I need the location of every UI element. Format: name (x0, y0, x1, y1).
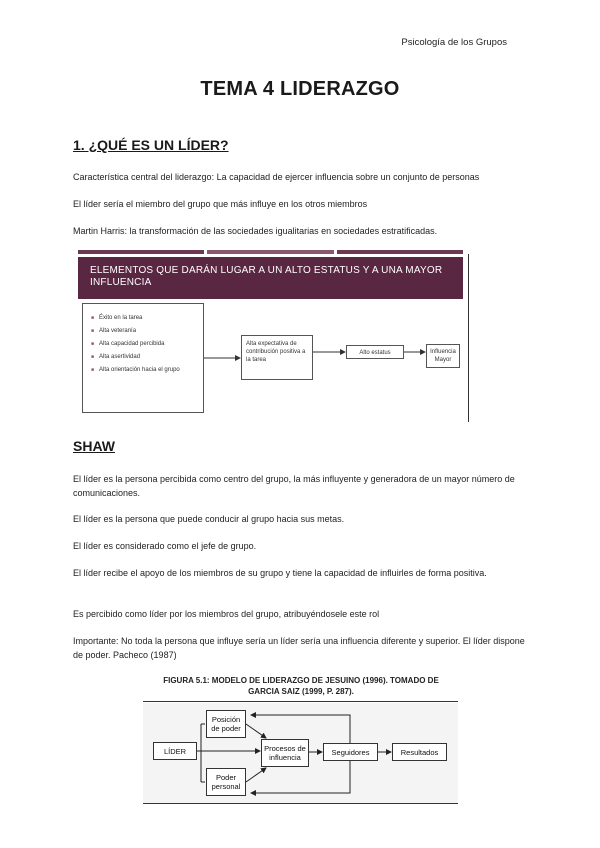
paragraph: El líder es considerado como el jefe de grupo. (73, 541, 257, 551)
course-header: Psicología de los Grupos (401, 37, 507, 48)
figure-title: FIGURA 5.1: MODELO DE LIDERAZGO DE JESUINO (1996). TOMADO DE GARCIA SAIZ (1999, P. 287). (163, 676, 439, 696)
factor-item: ■ Alta veteranía (91, 325, 203, 338)
section-heading-shaw: SHAW (73, 438, 115, 454)
expectation-box: Alta expectativa de contribución positiva a la tarea (241, 335, 313, 380)
diagram-arrows (70, 250, 475, 425)
feedback-arrow (251, 761, 350, 793)
status-influence-diagram (70, 250, 475, 425)
figure-arrows (143, 675, 458, 805)
factor-item: ■ Alta capacidad percibida (91, 338, 203, 351)
factor-item: ■ Alta orientación hacia el grupo (91, 364, 203, 377)
paragraph: El líder es la persona percibida como centro del grupo, la más influyente y generadora de un mayor número de comunicaciones. (73, 474, 515, 498)
section-heading-leader: 1. ¿QUÉ ES UN LÍDER? (73, 137, 229, 153)
personal-power-box: Poder personal (206, 768, 246, 796)
results-box: Resultados (392, 743, 447, 761)
factor-item: ■ Éxito en la tarea (91, 312, 203, 325)
leader-box: LÍDER (153, 742, 197, 760)
feedback-arrow (251, 715, 350, 743)
status-box: Alto estatus (346, 345, 404, 359)
paragraph: Importante: No toda la persona que influye sería un líder sería una influencia diferente y superior. El líder dispone de poder. Pacheco (1987) (73, 636, 525, 660)
influence-process-box: Procesos de influencia (261, 739, 309, 767)
followers-box: Seguidores (323, 743, 378, 761)
arrow (246, 768, 266, 782)
position-power-box: Posición de poder (206, 710, 246, 738)
page-title: TEMA 4 LIDERAZGO (200, 78, 400, 100)
paragraph: Martin Harris: la transformación de las sociedades igualitarias en sociedades estratificadas. (73, 226, 438, 236)
paragraph: El líder recibe el apoyo de los miembros de su grupo y tiene la capacidad de influirles de forma positiva. (73, 568, 487, 578)
banner-text: ELEMENTOS QUE DARÁN LUGAR A UN ALTO ESTATUS Y A UNA MAYOR INFLUENCIA (90, 265, 443, 288)
paragraph: Característica central del liderazgo: La capacidad de ejercer influencia sobre un conjunto de personas (73, 172, 480, 182)
arrow (246, 724, 266, 738)
jesuino-model-figure (143, 675, 458, 805)
paragraph: Es percibido como líder por los miembros del grupo, atribuyéndosele este rol (73, 609, 380, 619)
paragraph: El líder es la persona que puede conducir al grupo hacia sus metas. (73, 514, 345, 524)
factor-item: ■ Alta asertividad (91, 351, 203, 364)
influence-box: Influencia Mayor (426, 344, 460, 368)
paragraph: El líder sería el miembro del grupo que más influye en los otros miembros (73, 199, 368, 209)
